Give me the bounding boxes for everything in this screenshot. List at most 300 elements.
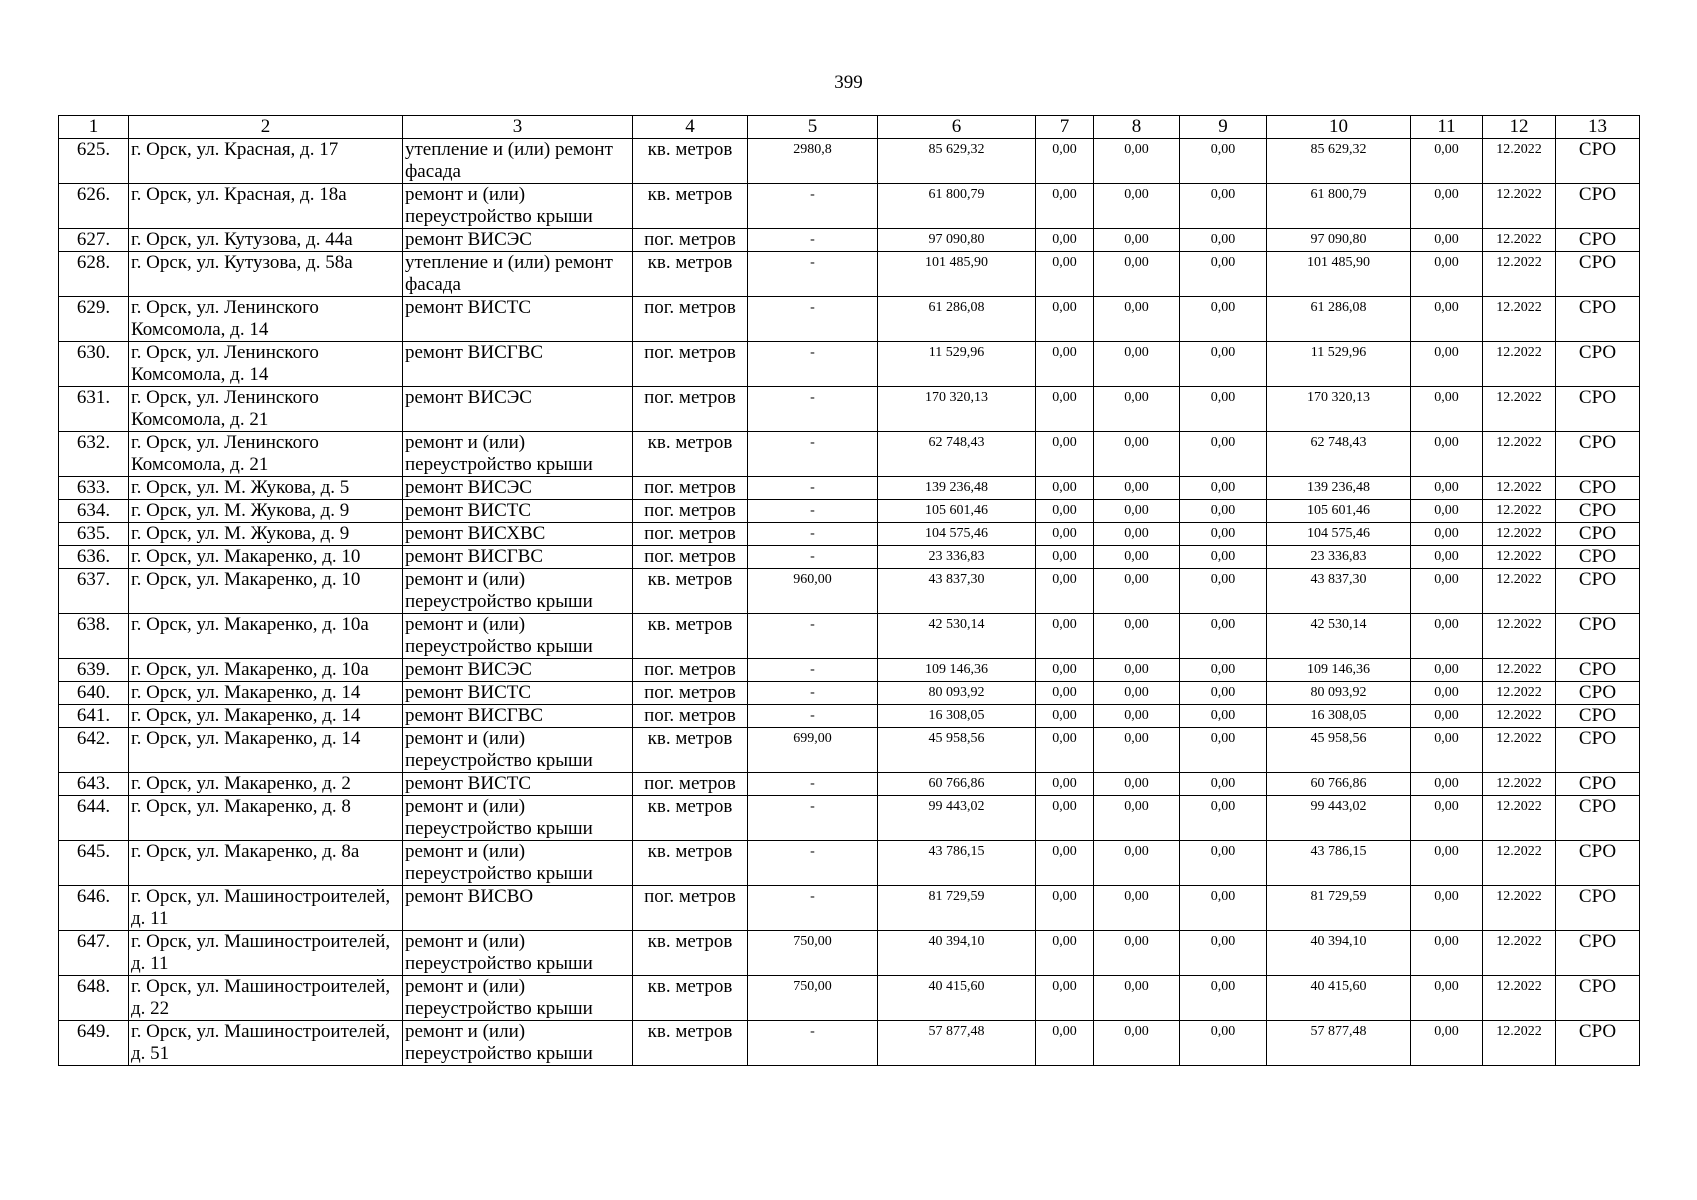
cell-address: г. Орск, ул. Ленинского Комсомола, д. 21 <box>129 432 403 477</box>
cell-completion-date: 12.2022 <box>1483 139 1556 184</box>
cell-local-cost: 0,00 <box>1180 500 1267 523</box>
cell-row-number: 628. <box>59 252 129 297</box>
cell-owner-cost: 61 800,79 <box>1267 184 1411 229</box>
cell-budget-cost: 0,00 <box>1094 569 1180 614</box>
cell-total-cost: 85 629,32 <box>878 139 1036 184</box>
column-header: 1 <box>59 116 129 139</box>
cell-other-cost: 0,00 <box>1411 184 1483 229</box>
cell-row-number: 627. <box>59 229 129 252</box>
cell-row-number: 634. <box>59 500 129 523</box>
cell-other-cost: 0,00 <box>1411 841 1483 886</box>
cell-unit: кв. метров <box>633 841 748 886</box>
cell-executor: СРО <box>1556 976 1640 1021</box>
cell-other-cost: 0,00 <box>1411 523 1483 546</box>
cell-other-cost: 0,00 <box>1411 682 1483 705</box>
table-row <box>59 796 1640 841</box>
cell-work-type: ремонт и (или) переустройство крыши <box>403 841 633 886</box>
cell-other-cost: 0,00 <box>1411 728 1483 773</box>
cell-unit: пог. метров <box>633 297 748 342</box>
cell-owner-cost: 61 286,08 <box>1267 297 1411 342</box>
cell-total-cost: 45 958,56 <box>878 728 1036 773</box>
cell-local-cost: 0,00 <box>1180 1021 1267 1066</box>
cell-other-cost: 0,00 <box>1411 229 1483 252</box>
cell-completion-date: 12.2022 <box>1483 432 1556 477</box>
cell-unit: пог. метров <box>633 659 748 682</box>
cell-local-cost: 0,00 <box>1180 184 1267 229</box>
cell-budget-cost: 0,00 <box>1094 705 1180 728</box>
table-row <box>59 682 1640 705</box>
cell-row-number: 625. <box>59 139 129 184</box>
cell-executor: СРО <box>1556 387 1640 432</box>
cell-other-cost: 0,00 <box>1411 477 1483 500</box>
cell-executor: СРО <box>1556 728 1640 773</box>
cell-local-cost: 0,00 <box>1180 139 1267 184</box>
cell-address: г. Орск, ул. Макаренко, д. 8 <box>129 796 403 841</box>
table-row <box>59 569 1640 614</box>
cell-work-type: ремонт ВИСЭС <box>403 659 633 682</box>
cell-total-cost: 40 415,60 <box>878 976 1036 1021</box>
cell-budget-cost: 0,00 <box>1094 614 1180 659</box>
cell-work-type: ремонт ВИСГВС <box>403 342 633 387</box>
column-header: 6 <box>878 116 1036 139</box>
cell-area: - <box>748 796 878 841</box>
cell-owner-cost: 80 093,92 <box>1267 682 1411 705</box>
cell-unit: кв. метров <box>633 931 748 976</box>
cell-total-cost: 170 320,13 <box>878 387 1036 432</box>
table-row <box>59 523 1640 546</box>
cell-owner-cost: 109 146,36 <box>1267 659 1411 682</box>
cell-budget-cost: 0,00 <box>1094 1021 1180 1066</box>
cell-area: - <box>748 184 878 229</box>
cell-work-type: ремонт и (или) переустройство крыши <box>403 796 633 841</box>
cell-unit: пог. метров <box>633 500 748 523</box>
cell-completion-date: 12.2022 <box>1483 659 1556 682</box>
cell-budget-cost: 0,00 <box>1094 229 1180 252</box>
column-header: 4 <box>633 116 748 139</box>
table-row <box>59 500 1640 523</box>
cell-row-number: 645. <box>59 841 129 886</box>
cell-budget-cost: 0,00 <box>1094 184 1180 229</box>
cell-owner-cost: 40 415,60 <box>1267 976 1411 1021</box>
cell-total-cost: 23 336,83 <box>878 546 1036 569</box>
cell-completion-date: 12.2022 <box>1483 229 1556 252</box>
column-header: 8 <box>1094 116 1180 139</box>
cell-row-number: 644. <box>59 796 129 841</box>
cell-executor: СРО <box>1556 841 1640 886</box>
cell-area: 2980,8 <box>748 139 878 184</box>
column-header: 5 <box>748 116 878 139</box>
cell-work-type: ремонт ВИСВО <box>403 886 633 931</box>
cell-row-number: 626. <box>59 184 129 229</box>
cell-completion-date: 12.2022 <box>1483 569 1556 614</box>
cell-budget-cost: 0,00 <box>1094 432 1180 477</box>
cell-work-type: ремонт и (или) переустройство крыши <box>403 976 633 1021</box>
cell-address: г. Орск, ул. Красная, д. 18а <box>129 184 403 229</box>
cell-unit: пог. метров <box>633 342 748 387</box>
cell-fund-cost: 0,00 <box>1036 728 1094 773</box>
table-row <box>59 931 1640 976</box>
cell-executor: СРО <box>1556 682 1640 705</box>
cell-executor: СРО <box>1556 297 1640 342</box>
cell-other-cost: 0,00 <box>1411 387 1483 432</box>
cell-other-cost: 0,00 <box>1411 1021 1483 1066</box>
cell-other-cost: 0,00 <box>1411 773 1483 796</box>
cell-area: - <box>748 229 878 252</box>
cell-fund-cost: 0,00 <box>1036 546 1094 569</box>
cell-area: - <box>748 659 878 682</box>
table-row <box>59 1021 1640 1066</box>
cell-executor: СРО <box>1556 184 1640 229</box>
cell-address: г. Орск, ул. Макаренко, д. 10а <box>129 614 403 659</box>
table-row <box>59 705 1640 728</box>
cell-address: г. Орск, ул. Машиностроителей, д. 22 <box>129 976 403 1021</box>
cell-completion-date: 12.2022 <box>1483 342 1556 387</box>
cell-fund-cost: 0,00 <box>1036 614 1094 659</box>
cell-address: г. Орск, ул. М. Жукова, д. 9 <box>129 500 403 523</box>
cell-row-number: 649. <box>59 1021 129 1066</box>
cell-total-cost: 105 601,46 <box>878 500 1036 523</box>
table-row <box>59 432 1640 477</box>
cell-unit: пог. метров <box>633 229 748 252</box>
cell-other-cost: 0,00 <box>1411 569 1483 614</box>
cell-other-cost: 0,00 <box>1411 546 1483 569</box>
cell-area: - <box>748 500 878 523</box>
cell-other-cost: 0,00 <box>1411 297 1483 342</box>
cell-fund-cost: 0,00 <box>1036 139 1094 184</box>
cell-budget-cost: 0,00 <box>1094 841 1180 886</box>
cell-row-number: 632. <box>59 432 129 477</box>
cell-unit: кв. метров <box>633 614 748 659</box>
cell-fund-cost: 0,00 <box>1036 1021 1094 1066</box>
cell-budget-cost: 0,00 <box>1094 387 1180 432</box>
cell-total-cost: 109 146,36 <box>878 659 1036 682</box>
table-row <box>59 229 1640 252</box>
cell-completion-date: 12.2022 <box>1483 796 1556 841</box>
cell-area: - <box>748 252 878 297</box>
cell-budget-cost: 0,00 <box>1094 659 1180 682</box>
cell-work-type: ремонт и (или) переустройство крыши <box>403 614 633 659</box>
cell-other-cost: 0,00 <box>1411 796 1483 841</box>
cell-fund-cost: 0,00 <box>1036 931 1094 976</box>
cell-owner-cost: 104 575,46 <box>1267 523 1411 546</box>
cell-area: - <box>748 546 878 569</box>
cell-fund-cost: 0,00 <box>1036 796 1094 841</box>
cell-unit: кв. метров <box>633 569 748 614</box>
cell-fund-cost: 0,00 <box>1036 841 1094 886</box>
cell-other-cost: 0,00 <box>1411 976 1483 1021</box>
cell-unit: кв. метров <box>633 728 748 773</box>
cell-completion-date: 12.2022 <box>1483 184 1556 229</box>
cell-completion-date: 12.2022 <box>1483 614 1556 659</box>
cell-completion-date: 12.2022 <box>1483 546 1556 569</box>
cell-budget-cost: 0,00 <box>1094 546 1180 569</box>
cell-area: - <box>748 477 878 500</box>
cell-area: 750,00 <box>748 931 878 976</box>
cell-row-number: 636. <box>59 546 129 569</box>
table-row <box>59 614 1640 659</box>
cell-area: - <box>748 841 878 886</box>
cell-row-number: 640. <box>59 682 129 705</box>
cell-work-type: ремонт и (или) переустройство крыши <box>403 931 633 976</box>
cell-executor: СРО <box>1556 886 1640 931</box>
cell-local-cost: 0,00 <box>1180 477 1267 500</box>
table-row <box>59 139 1640 184</box>
cell-owner-cost: 81 729,59 <box>1267 886 1411 931</box>
column-header: 9 <box>1180 116 1267 139</box>
cell-owner-cost: 43 786,15 <box>1267 841 1411 886</box>
table-row <box>59 728 1640 773</box>
cell-budget-cost: 0,00 <box>1094 773 1180 796</box>
cell-address: г. Орск, ул. Кутузова, д. 44а <box>129 229 403 252</box>
cell-area: - <box>748 432 878 477</box>
cell-unit: кв. метров <box>633 976 748 1021</box>
cell-area: - <box>748 1021 878 1066</box>
cell-executor: СРО <box>1556 796 1640 841</box>
cell-row-number: 638. <box>59 614 129 659</box>
cell-unit: кв. метров <box>633 252 748 297</box>
cell-unit: пог. метров <box>633 477 748 500</box>
cell-address: г. Орск, ул. Макаренко, д. 8а <box>129 841 403 886</box>
cell-unit: пог. метров <box>633 886 748 931</box>
cell-area: - <box>748 387 878 432</box>
cell-unit: пог. метров <box>633 705 748 728</box>
table-row <box>59 659 1640 682</box>
repair-registry-table <box>58 115 1640 1066</box>
cell-owner-cost: 40 394,10 <box>1267 931 1411 976</box>
cell-local-cost: 0,00 <box>1180 297 1267 342</box>
cell-area: 699,00 <box>748 728 878 773</box>
cell-work-type: ремонт ВИСГВС <box>403 705 633 728</box>
cell-completion-date: 12.2022 <box>1483 387 1556 432</box>
table-row <box>59 886 1640 931</box>
table-row <box>59 477 1640 500</box>
cell-budget-cost: 0,00 <box>1094 252 1180 297</box>
cell-other-cost: 0,00 <box>1411 886 1483 931</box>
column-number-row <box>59 116 1640 139</box>
cell-address: г. Орск, ул. Макаренко, д. 2 <box>129 773 403 796</box>
cell-budget-cost: 0,00 <box>1094 342 1180 387</box>
cell-fund-cost: 0,00 <box>1036 886 1094 931</box>
cell-executor: СРО <box>1556 500 1640 523</box>
cell-unit: кв. метров <box>633 184 748 229</box>
cell-owner-cost: 43 837,30 <box>1267 569 1411 614</box>
cell-executor: СРО <box>1556 342 1640 387</box>
cell-fund-cost: 0,00 <box>1036 569 1094 614</box>
cell-completion-date: 12.2022 <box>1483 931 1556 976</box>
cell-completion-date: 12.2022 <box>1483 773 1556 796</box>
cell-local-cost: 0,00 <box>1180 728 1267 773</box>
cell-unit: кв. метров <box>633 139 748 184</box>
cell-completion-date: 12.2022 <box>1483 976 1556 1021</box>
cell-address: г. Орск, ул. М. Жукова, д. 9 <box>129 523 403 546</box>
cell-completion-date: 12.2022 <box>1483 523 1556 546</box>
cell-row-number: 635. <box>59 523 129 546</box>
cell-address: г. Орск, ул. Машиностроителей, д. 51 <box>129 1021 403 1066</box>
cell-address: г. Орск, ул. Машиностроителей, д. 11 <box>129 886 403 931</box>
cell-local-cost: 0,00 <box>1180 976 1267 1021</box>
cell-executor: СРО <box>1556 546 1640 569</box>
cell-owner-cost: 170 320,13 <box>1267 387 1411 432</box>
cell-other-cost: 0,00 <box>1411 432 1483 477</box>
cell-local-cost: 0,00 <box>1180 342 1267 387</box>
cell-local-cost: 0,00 <box>1180 523 1267 546</box>
table-row <box>59 387 1640 432</box>
cell-work-type: ремонт ВИСТС <box>403 500 633 523</box>
cell-work-type: ремонт ВИСХВС <box>403 523 633 546</box>
cell-fund-cost: 0,00 <box>1036 297 1094 342</box>
cell-row-number: 648. <box>59 976 129 1021</box>
cell-area: - <box>748 682 878 705</box>
table-row <box>59 297 1640 342</box>
cell-unit: пог. метров <box>633 387 748 432</box>
cell-work-type: утепление и (или) ремонт фасада <box>403 252 633 297</box>
cell-fund-cost: 0,00 <box>1036 184 1094 229</box>
cell-executor: СРО <box>1556 432 1640 477</box>
cell-work-type: ремонт и (или) переустройство крыши <box>403 728 633 773</box>
cell-address: г. Орск, ул. Макаренко, д. 14 <box>129 705 403 728</box>
cell-row-number: 629. <box>59 297 129 342</box>
cell-address: г. Орск, ул. Кутузова, д. 58а <box>129 252 403 297</box>
cell-owner-cost: 105 601,46 <box>1267 500 1411 523</box>
cell-address: г. Орск, ул. Макаренко, д. 14 <box>129 728 403 773</box>
cell-unit: кв. метров <box>633 432 748 477</box>
cell-executor: СРО <box>1556 931 1640 976</box>
cell-fund-cost: 0,00 <box>1036 976 1094 1021</box>
cell-budget-cost: 0,00 <box>1094 682 1180 705</box>
cell-completion-date: 12.2022 <box>1483 682 1556 705</box>
cell-local-cost: 0,00 <box>1180 387 1267 432</box>
cell-address: г. Орск, ул. Красная, д. 17 <box>129 139 403 184</box>
cell-total-cost: 43 786,15 <box>878 841 1036 886</box>
cell-executor: СРО <box>1556 477 1640 500</box>
column-header: 11 <box>1411 116 1483 139</box>
cell-total-cost: 42 530,14 <box>878 614 1036 659</box>
cell-area: - <box>748 297 878 342</box>
cell-local-cost: 0,00 <box>1180 705 1267 728</box>
cell-address: г. Орск, ул. Макаренко, д. 10 <box>129 546 403 569</box>
cell-budget-cost: 0,00 <box>1094 500 1180 523</box>
cell-fund-cost: 0,00 <box>1036 252 1094 297</box>
cell-unit: пог. метров <box>633 546 748 569</box>
table-row <box>59 976 1640 1021</box>
cell-budget-cost: 0,00 <box>1094 297 1180 342</box>
cell-address: г. Орск, ул. Ленинского Комсомола, д. 14 <box>129 297 403 342</box>
cell-completion-date: 12.2022 <box>1483 477 1556 500</box>
cell-other-cost: 0,00 <box>1411 614 1483 659</box>
cell-address: г. Орск, ул. Ленинского Комсомола, д. 14 <box>129 342 403 387</box>
cell-row-number: 643. <box>59 773 129 796</box>
cell-unit: кв. метров <box>633 1021 748 1066</box>
cell-owner-cost: 85 629,32 <box>1267 139 1411 184</box>
cell-completion-date: 12.2022 <box>1483 500 1556 523</box>
cell-total-cost: 99 443,02 <box>878 796 1036 841</box>
cell-work-type: утепление и (или) ремонт фасада <box>403 139 633 184</box>
cell-total-cost: 11 529,96 <box>878 342 1036 387</box>
table-row <box>59 841 1640 886</box>
cell-completion-date: 12.2022 <box>1483 841 1556 886</box>
cell-other-cost: 0,00 <box>1411 342 1483 387</box>
cell-local-cost: 0,00 <box>1180 796 1267 841</box>
cell-total-cost: 104 575,46 <box>878 523 1036 546</box>
cell-work-type: ремонт ВИСТС <box>403 297 633 342</box>
cell-fund-cost: 0,00 <box>1036 387 1094 432</box>
cell-budget-cost: 0,00 <box>1094 886 1180 931</box>
cell-executor: СРО <box>1556 1021 1640 1066</box>
cell-local-cost: 0,00 <box>1180 569 1267 614</box>
cell-work-type: ремонт ВИСЭС <box>403 477 633 500</box>
cell-total-cost: 60 766,86 <box>878 773 1036 796</box>
cell-other-cost: 0,00 <box>1411 139 1483 184</box>
cell-work-type: ремонт и (или) переустройство крыши <box>403 1021 633 1066</box>
cell-total-cost: 61 286,08 <box>878 297 1036 342</box>
cell-local-cost: 0,00 <box>1180 659 1267 682</box>
cell-work-type: ремонт ВИСГВС <box>403 546 633 569</box>
cell-total-cost: 101 485,90 <box>878 252 1036 297</box>
cell-owner-cost: 57 877,48 <box>1267 1021 1411 1066</box>
cell-owner-cost: 62 748,43 <box>1267 432 1411 477</box>
cell-work-type: ремонт и (или) переустройство крыши <box>403 184 633 229</box>
cell-area: - <box>748 773 878 796</box>
cell-total-cost: 61 800,79 <box>878 184 1036 229</box>
cell-work-type: ремонт и (или) переустройство крыши <box>403 569 633 614</box>
column-header: 12 <box>1483 116 1556 139</box>
cell-completion-date: 12.2022 <box>1483 705 1556 728</box>
cell-fund-cost: 0,00 <box>1036 229 1094 252</box>
cell-unit: пог. метров <box>633 523 748 546</box>
cell-fund-cost: 0,00 <box>1036 342 1094 387</box>
cell-address: г. Орск, ул. Макаренко, д. 14 <box>129 682 403 705</box>
table-row <box>59 184 1640 229</box>
cell-area: - <box>748 614 878 659</box>
cell-row-number: 642. <box>59 728 129 773</box>
cell-owner-cost: 99 443,02 <box>1267 796 1411 841</box>
cell-row-number: 647. <box>59 931 129 976</box>
cell-completion-date: 12.2022 <box>1483 728 1556 773</box>
cell-area: - <box>748 523 878 546</box>
cell-local-cost: 0,00 <box>1180 546 1267 569</box>
cell-area: - <box>748 886 878 931</box>
cell-completion-date: 12.2022 <box>1483 297 1556 342</box>
cell-work-type: ремонт ВИСЭС <box>403 387 633 432</box>
cell-fund-cost: 0,00 <box>1036 500 1094 523</box>
cell-total-cost: 81 729,59 <box>878 886 1036 931</box>
cell-other-cost: 0,00 <box>1411 931 1483 976</box>
cell-fund-cost: 0,00 <box>1036 523 1094 546</box>
cell-work-type: ремонт ВИСТС <box>403 773 633 796</box>
cell-executor: СРО <box>1556 569 1640 614</box>
cell-work-type: ремонт ВИСЭС <box>403 229 633 252</box>
cell-area: 960,00 <box>748 569 878 614</box>
table-row <box>59 546 1640 569</box>
cell-fund-cost: 0,00 <box>1036 682 1094 705</box>
cell-address: г. Орск, ул. Макаренко, д. 10а <box>129 659 403 682</box>
cell-row-number: 631. <box>59 387 129 432</box>
cell-budget-cost: 0,00 <box>1094 931 1180 976</box>
cell-row-number: 633. <box>59 477 129 500</box>
cell-budget-cost: 0,00 <box>1094 728 1180 773</box>
cell-executor: СРО <box>1556 229 1640 252</box>
cell-local-cost: 0,00 <box>1180 229 1267 252</box>
cell-owner-cost: 42 530,14 <box>1267 614 1411 659</box>
cell-budget-cost: 0,00 <box>1094 796 1180 841</box>
cell-budget-cost: 0,00 <box>1094 523 1180 546</box>
cell-work-type: ремонт ВИСТС <box>403 682 633 705</box>
cell-area: - <box>748 705 878 728</box>
cell-unit: пог. метров <box>633 682 748 705</box>
column-header: 10 <box>1267 116 1411 139</box>
cell-local-cost: 0,00 <box>1180 614 1267 659</box>
cell-local-cost: 0,00 <box>1180 886 1267 931</box>
